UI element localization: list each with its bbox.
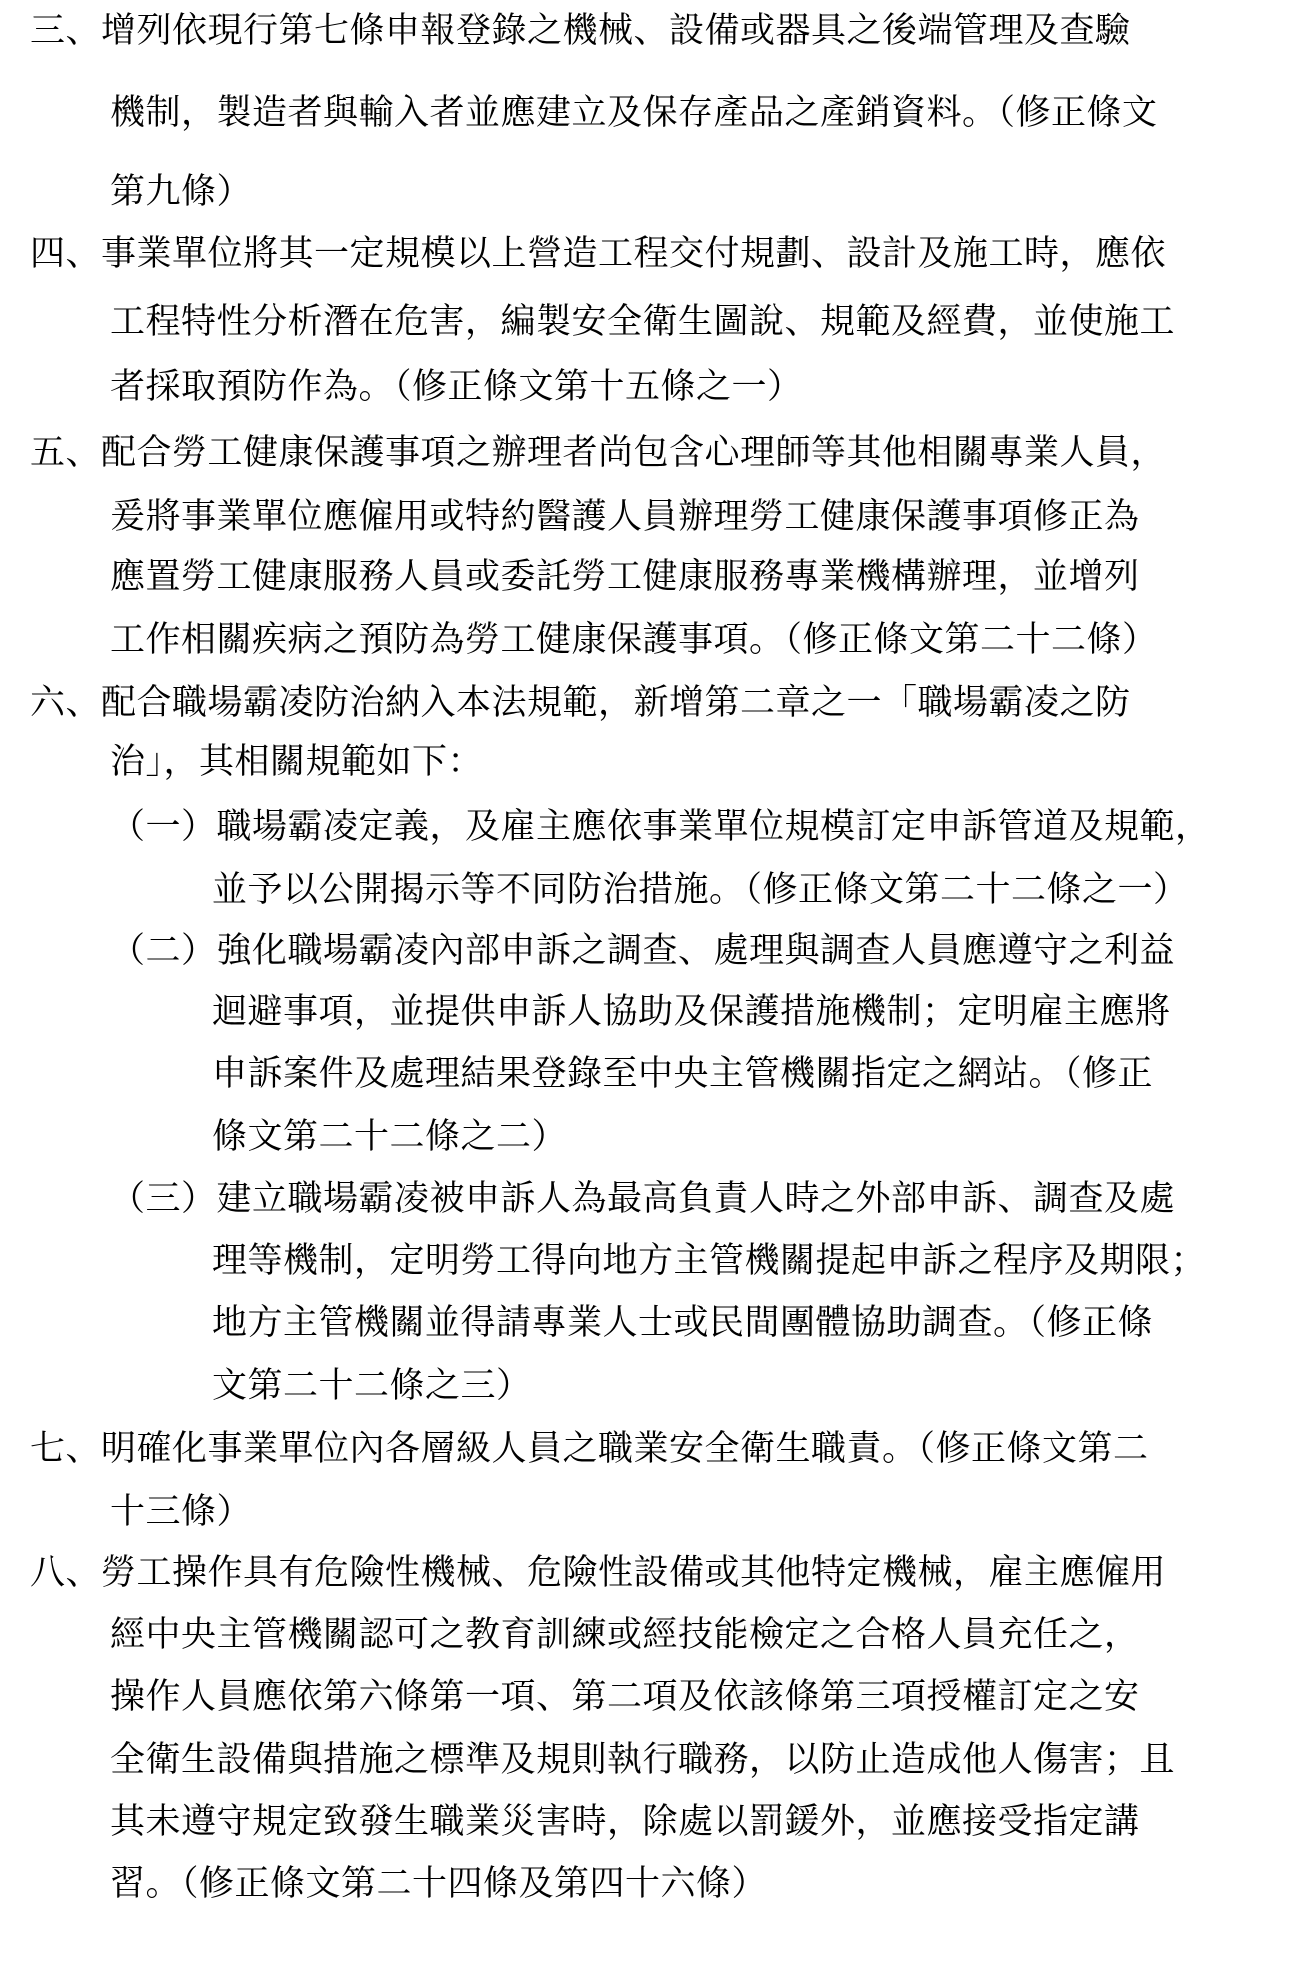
text-line: 全衛生設備與措施之標準及規則執行職務，以防止造成他人傷害；且 [110,1740,1176,1780]
text-line: 申訴案件及處理結果登錄至中央主管機關指定之網站。（修正 [212,1054,1154,1094]
text-line: 治」，其相關規範如下： [110,742,484,782]
text-line: 八、勞工操作具有危險性機械、危險性設備或其他特定機械，雇主應僱用 [30,1553,1167,1593]
text-line: 爰將事業單位應僱用或特約醫護人員辦理勞工健康保護事項修正為 [110,497,1140,537]
text-line: 應置勞工健康服務人員或委託勞工健康服務專業機構辦理，並增列 [110,557,1140,597]
text-line: 迴避事項，並提供申訴人協助及保護措施機制；定明雇主應將 [212,992,1171,1032]
text-line: 第九條） [110,172,253,212]
text-line: 四、事業單位將其一定規模以上營造工程交付規劃、設計及施工時，應依 [30,234,1167,274]
text-line: 條文第二十二條之二） [212,1117,568,1157]
text-line: 五、配合勞工健康保護事項之辦理者尚包含心理師等其他相關專業人員， [30,433,1167,473]
text-line: 地方主管機關並得請專業人士或民間團體協助調查。（修正條 [212,1303,1154,1343]
text-line: 六、配合職場霸凌防治納入本法規範，新增第二章之一「職場霸凌之防 [30,683,1131,723]
text-line: 機制，製造者與輸入者並應建立及保存產品之產銷資料。（修正條文 [110,93,1158,133]
text-line: 操作人員應依第六條第一項、第二項及依該條第三項授權訂定之安 [110,1677,1140,1717]
text-line: 十三條） [110,1492,253,1532]
text-line: 三、增列依現行第七條申報登錄之機械、設備或器具之後端管理及查驗 [30,11,1131,51]
text-line: 文第二十二條之三） [212,1366,532,1406]
text-line: （二）強化職場霸凌內部申訴之調查、處理與調查人員應遵守之利益 [110,931,1176,971]
text-line: 其未遵守規定致發生職業災害時，除處以罰鍰外，並應接受指定講 [110,1802,1140,1842]
text-line: （三）建立職場霸凌被申訴人為最高負責人時之外部申訴、調查及處 [110,1179,1176,1219]
text-line: 工作相關疾病之預防為勞工健康保護事項。（修正條文第二十二條） [110,620,1158,660]
text-line: 工程特性分析潛在危害，編製安全衛生圖說、規範及經費，並使施工 [110,302,1176,342]
text-line: （一）職場霸凌定義，及雇主應依事業單位規模訂定申訴管道及規範， [110,807,1211,847]
text-line: 並予以公開揭示等不同防治措施。（修正條文第二十二條之一） [212,870,1189,910]
text-line: 習。（修正條文第二十四條及第四十六條） [110,1864,768,1904]
text-line: 經中央主管機關認可之教育訓練或經技能檢定之合格人員充任之， [110,1615,1140,1655]
text-line: 者採取預防作為。（修正條文第十五條之一） [110,367,803,407]
text-line: 七、明確化事業單位內各層級人員之職業安全衛生職責。（修正條文第二 [30,1429,1149,1469]
text-line: 理等機制，定明勞工得向地方主管機關提起申訴之程序及期限； [212,1241,1207,1281]
